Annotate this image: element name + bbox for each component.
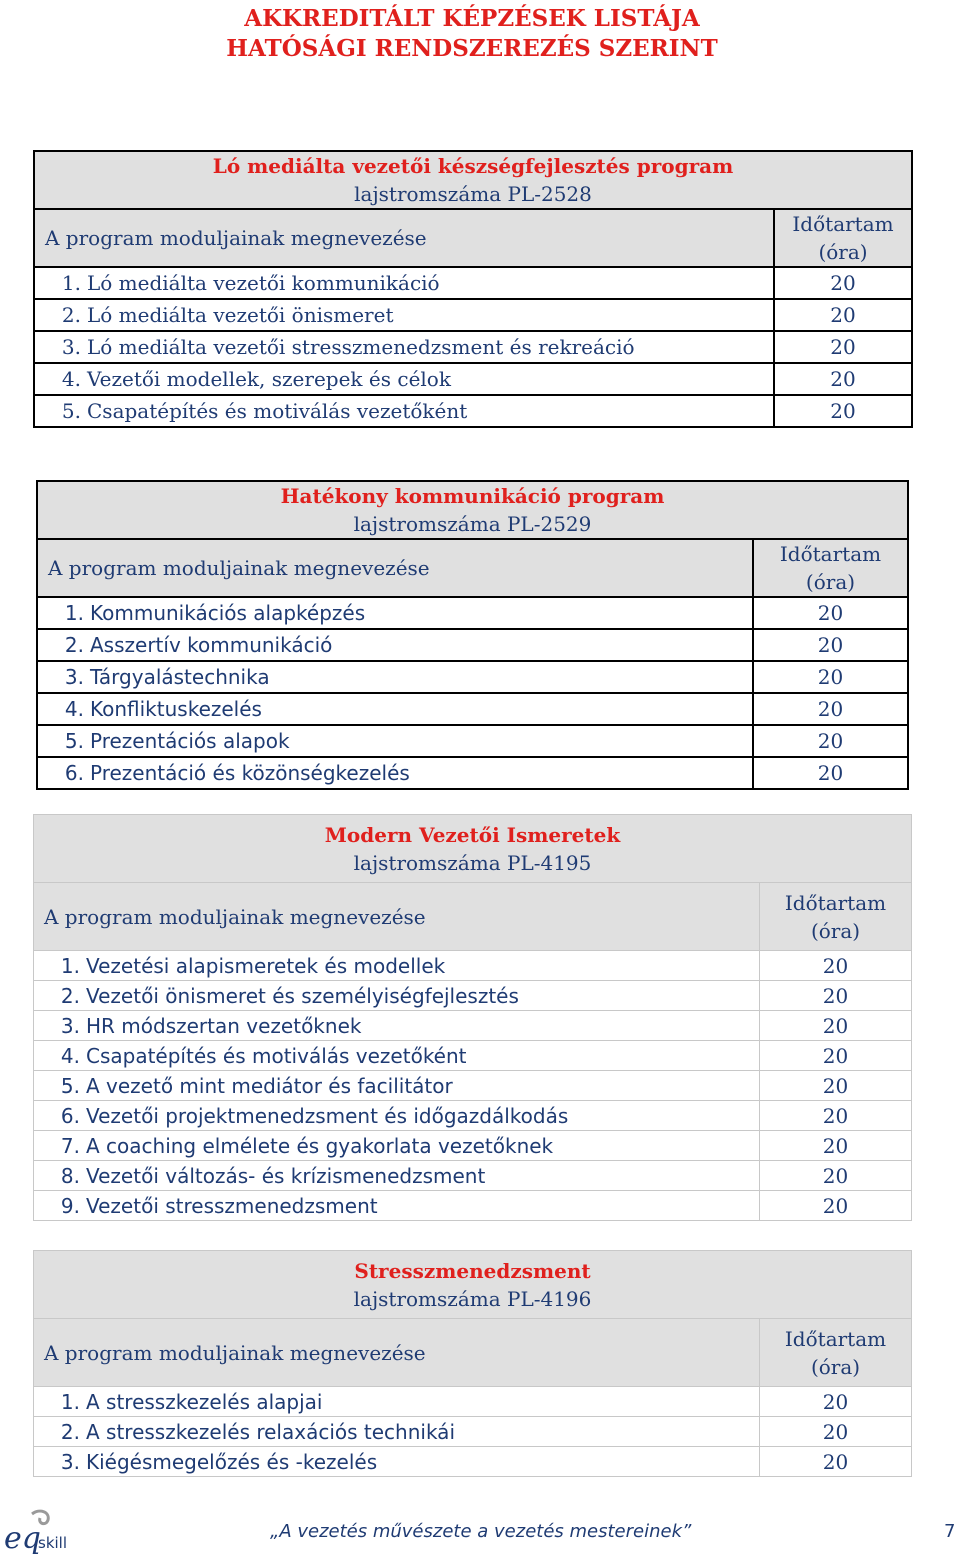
svg-text:eq: eq xyxy=(4,1521,41,1554)
eqskill-logo-icon xyxy=(4,1508,76,1554)
page-title-line-2: HATÓSÁGI RENDSZEREZÉS SZERINT xyxy=(226,35,718,62)
program-title-cell xyxy=(34,815,912,883)
module-hours: 20 xyxy=(760,1417,912,1447)
program-registration: lajstromszáma PL-4196 xyxy=(353,1286,592,1311)
program-registration: lajstromszáma PL-2528 xyxy=(354,182,592,206)
module-row: 6. Vezetői projektmenedzsment és időgazdálkodás xyxy=(34,1101,760,1131)
module-column-header: A program moduljainak megnevezése xyxy=(34,1319,760,1387)
duration-column-header: Időtartam (óra) xyxy=(774,209,912,267)
duration-column-header: Időtartam (óra) xyxy=(760,883,912,951)
module-hours: 20 xyxy=(753,629,908,661)
module-row: 4. Konfliktuskezelés xyxy=(37,693,753,725)
module-hours: 20 xyxy=(774,331,912,363)
program-name: Stresszmenedzsment xyxy=(354,1258,591,1283)
program-table-pl-4196 xyxy=(33,1250,912,1477)
module-hours: 20 xyxy=(753,693,908,725)
duration-column-header: Időtartam (óra) xyxy=(760,1319,912,1387)
module-hours: 20 xyxy=(760,1387,912,1417)
module-row: 9. Vezetői stresszmenedzsment xyxy=(34,1191,760,1221)
program-title-cell xyxy=(37,481,908,539)
module-hours: 20 xyxy=(760,1447,912,1477)
module-row: 7. A coaching elmélete és gyakorlata vezetőknek xyxy=(34,1131,760,1161)
module-hours: 20 xyxy=(774,299,912,331)
module-row: 5. A vezető mint mediátor és facilitátor xyxy=(34,1071,760,1101)
module-row: 3. Ló mediálta vezetői stresszmenedzsment és rekreáció xyxy=(34,331,774,363)
module-column-header: A program moduljainak megnevezése xyxy=(37,539,753,597)
module-row: 1. Ló mediálta vezetői kommunikáció xyxy=(34,267,774,299)
module-hours: 20 xyxy=(760,1191,912,1221)
module-row: 8. Vezetői változás- és krízismenedzsment xyxy=(34,1161,760,1191)
module-hours: 20 xyxy=(760,1011,912,1041)
module-hours: 20 xyxy=(760,1041,912,1071)
module-hours: 20 xyxy=(774,395,912,427)
module-row: 2. Asszertív kommunikáció xyxy=(37,629,753,661)
module-row: 1. Kommunikációs alapképzés xyxy=(37,597,753,629)
page-number: 7 xyxy=(944,1521,956,1542)
program-table-pl-4195 xyxy=(33,814,912,1221)
svg-text:skill: skill xyxy=(38,1534,68,1552)
module-hours: 20 xyxy=(753,725,908,757)
program-table-pl-2528 xyxy=(33,150,913,428)
program-title-cell xyxy=(34,1251,912,1319)
module-hours: 20 xyxy=(760,1131,912,1161)
module-hours: 20 xyxy=(760,1101,912,1131)
page-title xyxy=(0,4,944,64)
module-row: 1. A stresszkezelés alapjai xyxy=(34,1387,760,1417)
footer-slogan: „A vezetés művészete a vezetés mestereinek” xyxy=(270,1521,692,1542)
module-hours: 20 xyxy=(760,1161,912,1191)
module-hours: 20 xyxy=(753,597,908,629)
page-title-line-1: AKKREDITÁLT KÉPZÉSEK LISTÁJA xyxy=(244,5,700,32)
module-hours: 20 xyxy=(760,981,912,1011)
module-row: 1. Vezetési alapismeretek és modellek xyxy=(34,951,760,981)
module-hours: 20 xyxy=(760,1071,912,1101)
module-column-header: A program moduljainak megnevezése xyxy=(34,209,774,267)
program-registration: lajstromszáma PL-4195 xyxy=(353,850,592,875)
module-row: 4. Csapatépítés és motiválás vezetőként xyxy=(34,1041,760,1071)
module-row: 2. A stresszkezelés relaxációs technikái xyxy=(34,1417,760,1447)
module-row: 3. HR módszertan vezetőknek xyxy=(34,1011,760,1041)
duration-column-header: Időtartam (óra) xyxy=(753,539,908,597)
module-hours: 20 xyxy=(753,661,908,693)
module-row: 3. Kiégésmegelőzés és -kezelés xyxy=(34,1447,760,1477)
program-table-pl-2529 xyxy=(36,480,909,790)
program-name: Modern Vezetői Ismeretek xyxy=(324,822,621,847)
program-registration: lajstromszáma PL-2529 xyxy=(353,512,592,536)
module-row: 3. Tárgyalástechnika xyxy=(37,661,753,693)
module-hours: 20 xyxy=(774,363,912,395)
program-name: Hatékony kommunikáció program xyxy=(280,484,665,508)
module-column-header: A program moduljainak megnevezése xyxy=(34,883,760,951)
module-hours: 20 xyxy=(774,267,912,299)
module-row: 2. Vezetői önismeret és személyiségfejlesztés xyxy=(34,981,760,1011)
program-name: Ló mediálta vezetői készségfejlesztés program xyxy=(212,154,734,178)
module-row: 5. Prezentációs alapok xyxy=(37,725,753,757)
module-hours: 20 xyxy=(753,757,908,789)
module-row: 2. Ló mediálta vezetői önismeret xyxy=(34,299,774,331)
module-hours: 20 xyxy=(760,951,912,981)
module-row: 6. Prezentáció és közönségkezelés xyxy=(37,757,753,789)
module-row: 5. Csapatépítés és motiválás vezetőként xyxy=(34,395,774,427)
module-row: 4. Vezetői modellek, szerepek és célok xyxy=(34,363,774,395)
program-title-cell xyxy=(34,151,912,209)
